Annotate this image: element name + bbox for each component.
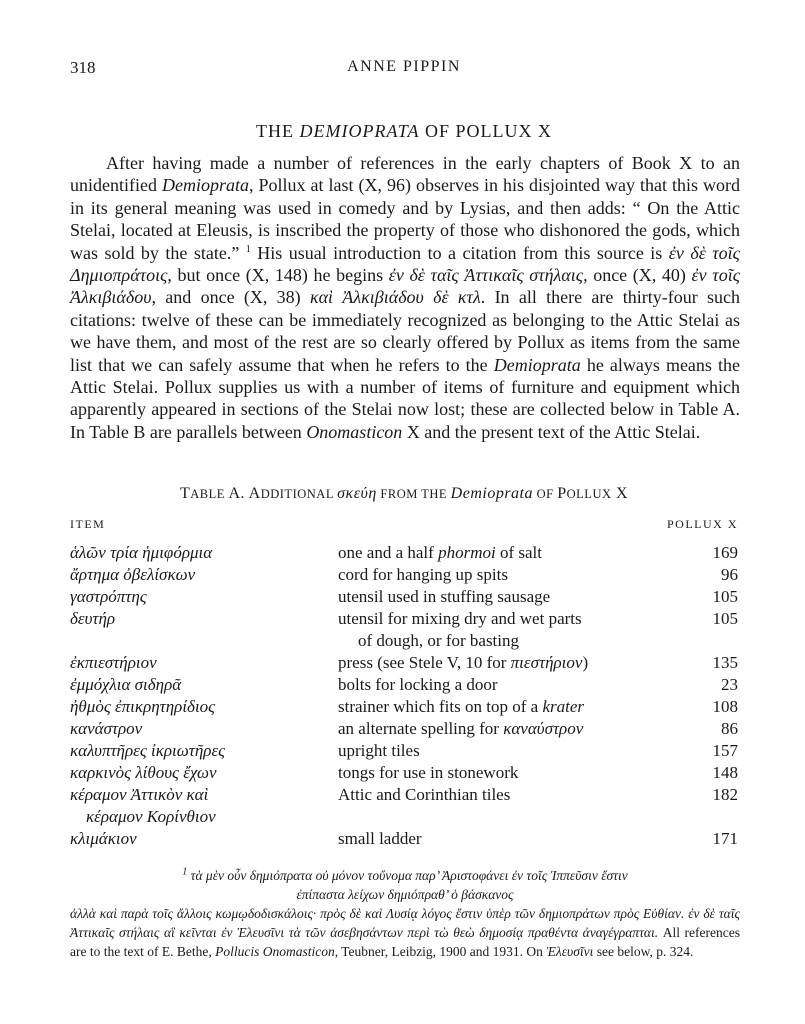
title-part: OF POLLUX X (419, 121, 552, 141)
table-title-part: T (179, 485, 191, 502)
emphasis: καὶ Ἀλκιβιάδου δὲ κτλ (309, 287, 481, 308)
description-text: of salt (495, 543, 542, 562)
footnote (70, 866, 740, 961)
description-emphasis: phormoi (438, 543, 496, 562)
item-greek (70, 564, 330, 586)
table-title (70, 485, 738, 503)
table-title-part: A (248, 485, 261, 502)
body-paragraph (70, 152, 740, 443)
article-title (70, 121, 738, 142)
item-greek-text: καλυπτῆρες ἰκριωτῆρες (70, 741, 226, 760)
text-segment: , but once (X, 148) he begins (167, 265, 389, 286)
item-greek (70, 696, 330, 718)
description-text: utensil for mixing dry and wet parts (338, 609, 582, 628)
footnote-text (70, 904, 740, 961)
text-segment: His usual introduction to a citation from this source is (250, 242, 669, 263)
description-text: bolts for locking a door (338, 675, 498, 694)
item-description (338, 542, 668, 564)
title-part: THE (256, 121, 300, 141)
table-row (70, 652, 738, 674)
pollux-reference: 105 (712, 587, 738, 606)
table-row (70, 608, 738, 652)
footnote-book-title: Pollucis Onomasticon (215, 944, 335, 959)
description-emphasis: krater (542, 697, 584, 716)
item-description (338, 608, 668, 652)
item-greek (70, 542, 330, 564)
text-segment: he always means the Attic Stelai. Pollux supplies us with a number of items of furniture and equipment which apparently appeared in sections of the Stelai now lost; these are collected below in Table A. In Table B are parallels between (70, 354, 740, 442)
item-greek (70, 608, 330, 630)
item-description (338, 674, 668, 696)
table-row (70, 542, 738, 564)
text-segment: , once (X, 40) (583, 265, 692, 286)
description-text: an alternate spelling for (338, 719, 504, 738)
footnote-greek-word: Ἐλευσῖνι (546, 944, 594, 959)
text-segment: . In all there are thirty-four such citations: twelve of these can be immediately recognized as belonging to the Attic Stelai as we have them, and most of the rest are so clearly offered by Pollux as items from the same list that we can safely assume that when he refers to the (70, 287, 740, 375)
pollux-reference: 182 (712, 785, 738, 804)
item-greek-text: ἄρτημα ὀβελίσκων (70, 565, 196, 584)
item-description (338, 696, 668, 718)
column-header-item: ITEM (70, 517, 106, 531)
item-description (338, 740, 668, 762)
text-segment: , and once (X, 38) (151, 287, 310, 308)
description-text: upright tiles (338, 741, 420, 760)
text-segment: After having made a number of references in the early chapters of Book X to an unidentified (70, 153, 740, 196)
description-text: utensil used in stuffing sausage (338, 587, 551, 606)
item-greek-continuation: κέραμον Κορίνθιον (86, 807, 216, 826)
description-text: strainer which fits on top of a (338, 697, 543, 716)
table-title-part: P (557, 485, 567, 502)
item-greek (70, 718, 330, 740)
item-greek-text: ἐμμόχλια σιδηρᾶ (70, 675, 182, 694)
footnote-greek-line: ἐπίπαστα λείχων δημιόπραθ’ ὁ βάσκανος (296, 887, 514, 902)
table-title-greek: σκεύη (337, 485, 377, 502)
table-title-part: ABLE (190, 487, 225, 501)
footnote-greek-line: τὰ μὲν οὖν δημιόπρατα οὐ μόνον τοὔνομα παρ’ Ἀριστοφάνει ἐν τοῖς Ἱππεῦσιν ἔστιν (187, 868, 628, 883)
item-description (338, 652, 668, 674)
item-description (338, 784, 668, 828)
item-description (338, 762, 668, 784)
table-title-part: FROM THE (376, 487, 451, 501)
pollux-reference: 96 (721, 565, 738, 584)
pollux-reference: 148 (712, 763, 738, 782)
description-text: Attic and Corinthian tiles (338, 785, 511, 804)
table-row (70, 762, 738, 784)
description-text: one and a half (338, 543, 439, 562)
pollux-reference: 23 (721, 675, 738, 694)
emphasis: ἐν τοῖς Ἀλκιβιάδου (70, 265, 741, 308)
description-text: small ladder (338, 829, 422, 848)
running-head: ANNE PIPPIN (347, 58, 461, 75)
table-row (70, 564, 738, 586)
table-row (70, 696, 738, 718)
table-column-headers (70, 517, 738, 535)
text-segment: , Pollux at last (X, 96) observes in his disjointed way that this word in its general meaning was used in comedy and by Lysias, and then adds: “ On the Attic Stelai, located at Eleusis, is inscribed the property of those who dishonored the gods, which was sold by the state.” (70, 175, 740, 263)
table-row (70, 740, 738, 762)
item-description (338, 586, 668, 608)
footnote-quote (70, 866, 740, 904)
pollux-reference: 86 (721, 719, 738, 738)
item-greek-text: κέραμον Ἀττικὸν καὶ (70, 785, 209, 804)
description-emphasis: πιεστήριον (510, 653, 583, 672)
item-greek (70, 586, 330, 608)
item-greek (70, 652, 330, 674)
description-emphasis: καναύστρον (503, 719, 584, 738)
table-row (70, 674, 738, 696)
table-title-part: DDITIONAL (260, 487, 338, 501)
page-number: 318 (70, 58, 96, 77)
description-text: cord for hanging up spits (338, 565, 508, 584)
table-row (70, 784, 738, 828)
footnote-text-part: , Teubner, Leibzig, 1900 and 1931. On (334, 944, 547, 959)
footnote-text-part: see below, p. 324. (593, 944, 694, 959)
pollux-reference: 108 (712, 697, 738, 716)
item-greek-text: ἁλῶν τρία ἡμιφόρμια (70, 543, 213, 562)
footnote-greek-block: ἀλλὰ καὶ παρὰ τοῖς ἄλλοις κωμῳδοδισκάλοις· πρὸς δὲ καὶ Λυσίᾳ λόγος ἔστιν ὑπὲρ τῶν δημιοπράτων πρὸς Εὐθίαν. ἐν δὲ ταῖς Ἀττικαῖς στήλαις αἳ κεῖνται ἐν Ἐλευσῖνι τὰ τῶν ἀσεβησάντων περὶ τὼ θεὼ δημοσίᾳ πραθέντα ἀναγέγραπται. (70, 906, 740, 940)
column-header-pollux: POLLUX X (667, 517, 738, 531)
title-emphasis: DEMIOPRATA (299, 121, 420, 141)
table-row (70, 718, 738, 740)
item-greek (70, 740, 330, 762)
description-text: tongs for use in stonework (338, 763, 519, 782)
table-row (70, 828, 738, 850)
table-title-part: X (611, 485, 629, 502)
item-greek-text: κανάστρον (70, 719, 143, 738)
pollux-reference: 169 (712, 543, 738, 562)
item-greek-text: κλιμάκιον (70, 829, 137, 848)
description-text: ) (582, 653, 589, 672)
item-greek-text: ἠθμὸς ἐπικρητηρίδιος (70, 697, 216, 716)
paragraph (70, 152, 740, 443)
item-description (338, 718, 668, 740)
item-greek (70, 674, 330, 696)
page-header (70, 58, 738, 80)
table-body (70, 542, 738, 850)
pollux-reference: 105 (712, 609, 738, 628)
table-title-part: OF (533, 487, 558, 501)
item-greek-text: δευτήρ (70, 609, 116, 628)
emphasis: ἐν δὲ τοῖς Δημιοπράτοις (70, 242, 740, 286)
item-greek (70, 828, 330, 850)
item-description (338, 564, 668, 586)
emphasis: ἐν δὲ ταῖς Ἀττικαῖς στήλαις (388, 265, 584, 286)
text-segment: X and the present text of the Attic Stelai. (402, 421, 701, 442)
description-text: press (see Stele V, 10 for (338, 653, 511, 672)
pollux-reference: 157 (712, 741, 738, 760)
footnote-marker: 1 (182, 866, 188, 878)
footnote-ref: 1 (245, 243, 251, 255)
footnote-text-part: All references are to the text of E. Bethe, (70, 925, 740, 959)
pollux-reference: 135 (712, 653, 738, 672)
item-description (338, 828, 668, 850)
item-greek (70, 762, 330, 784)
item-greek-text: καρκινὸς λίθους ἔχων (70, 763, 217, 782)
emphasis: Demioprata (493, 354, 581, 375)
description-continuation: of dough, or for basting (358, 631, 520, 650)
emphasis: Onomasticon (306, 421, 403, 442)
row-spacer (338, 806, 668, 828)
item-greek (70, 784, 330, 828)
table-title-part: A. (224, 485, 249, 502)
table-title-part: OLLUX (566, 487, 612, 501)
table-title-emphasis: Demioprata (450, 485, 533, 502)
emphasis: Demioprata (161, 175, 249, 196)
item-greek-text: γαστρόπτης (70, 587, 147, 606)
table-row (70, 586, 738, 608)
pollux-reference: 171 (712, 829, 738, 848)
item-greek-text: ἐκπιεστήριον (70, 653, 157, 672)
